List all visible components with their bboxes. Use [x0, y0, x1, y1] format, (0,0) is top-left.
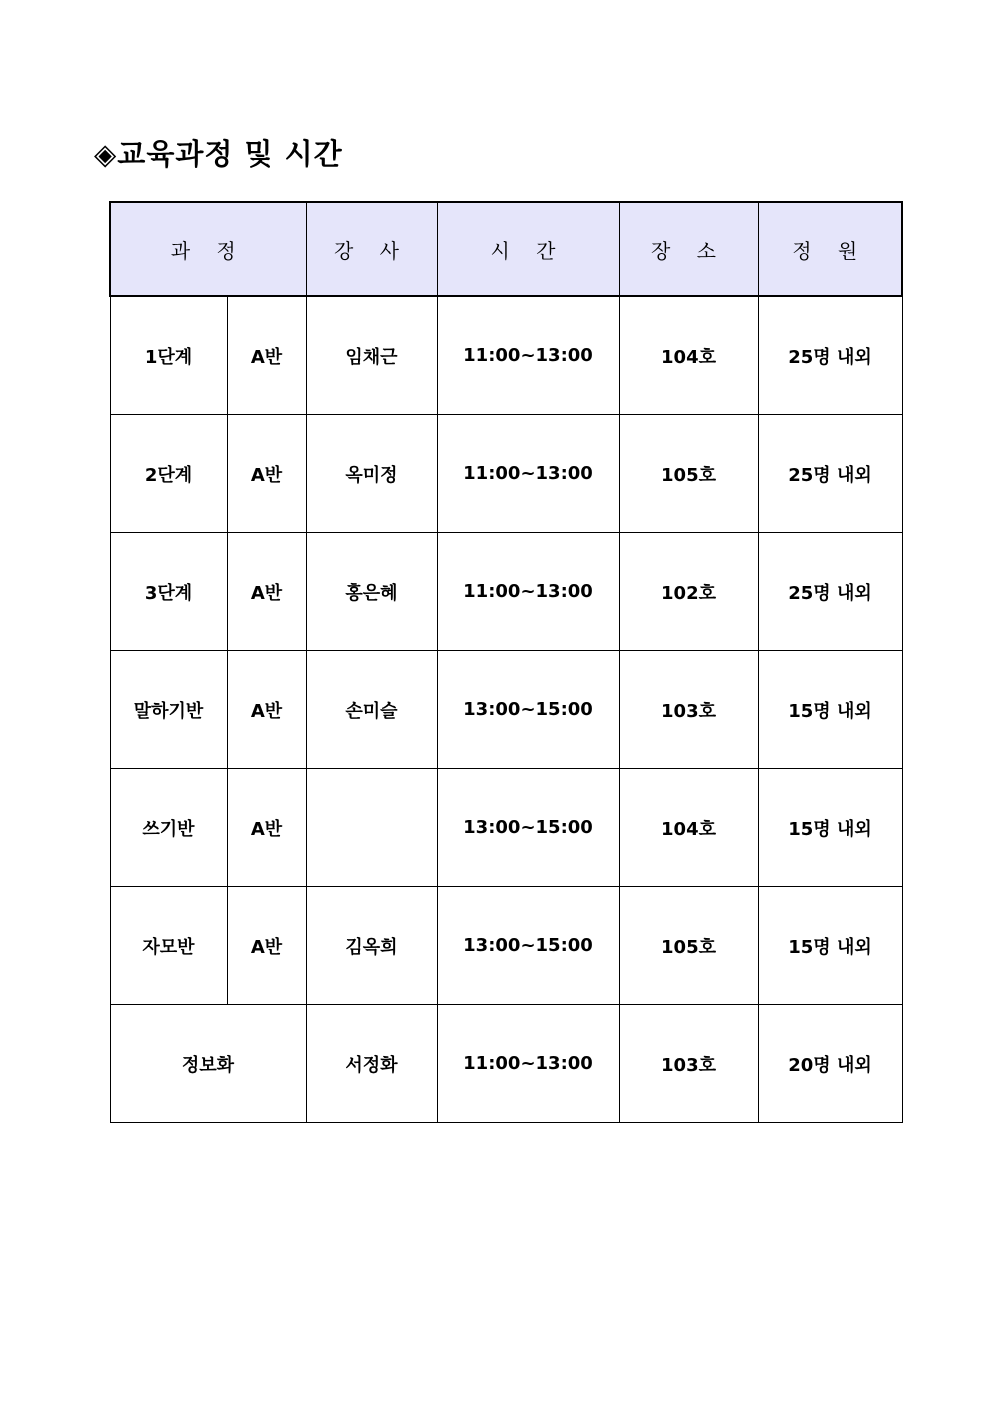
place-cell: 104호 — [619, 296, 758, 415]
capacity-cell: 15명 내외 — [758, 769, 902, 887]
table-row — [110, 651, 902, 769]
capacity-cell: 15명 내외 — [758, 887, 902, 1005]
header-place: 장 소 — [619, 202, 758, 296]
capacity-cell: 15명 내외 — [758, 651, 902, 769]
teacher-cell: 옥미정 — [306, 415, 437, 533]
course-cell: 말하기반 — [110, 651, 227, 769]
table-row — [110, 533, 902, 651]
course-cell: 3단계 — [110, 533, 227, 651]
course-cell: 2단계 — [110, 415, 227, 533]
time-cell: 13:00~15:00 — [437, 769, 619, 887]
header-time: 시 간 — [437, 202, 619, 296]
teacher-cell: 손미슬 — [306, 651, 437, 769]
teacher-cell: 서정화 — [306, 1005, 437, 1123]
header-capacity: 정 원 — [758, 202, 902, 296]
place-cell: 104호 — [619, 769, 758, 887]
time-cell: 11:00~13:00 — [437, 296, 619, 415]
header-course: 과 정 — [110, 202, 306, 296]
class-cell: A반 — [227, 296, 306, 415]
table-row — [110, 1005, 902, 1123]
course-schedule-table — [109, 201, 903, 1123]
time-cell: 11:00~13:00 — [437, 533, 619, 651]
table-row — [110, 415, 902, 533]
class-cell: A반 — [227, 415, 306, 533]
time-cell: 13:00~15:00 — [437, 651, 619, 769]
capacity-cell: 20명 내외 — [758, 1005, 902, 1123]
time-cell: 13:00~15:00 — [437, 887, 619, 1005]
teacher-cell: 김옥희 — [306, 887, 437, 1005]
class-cell: A반 — [227, 533, 306, 651]
place-cell: 102호 — [619, 533, 758, 651]
table-header-row — [110, 202, 902, 296]
capacity-cell: 25명 내외 — [758, 296, 902, 415]
course-cell: 1단계 — [110, 296, 227, 415]
place-cell: 103호 — [619, 1005, 758, 1123]
teacher-cell: 임채근 — [306, 296, 437, 415]
table-row — [110, 769, 902, 887]
table-row — [110, 887, 902, 1005]
place-cell: 105호 — [619, 415, 758, 533]
time-cell: 11:00~13:00 — [437, 1005, 619, 1123]
time-cell: 11:00~13:00 — [437, 415, 619, 533]
course-cell: 정보화 — [110, 1005, 306, 1123]
class-cell: A반 — [227, 769, 306, 887]
header-teacher: 강 사 — [306, 202, 437, 296]
place-cell: 105호 — [619, 887, 758, 1005]
course-cell: 자모반 — [110, 887, 227, 1005]
table-row — [110, 296, 902, 415]
teacher-cell: 홍은혜 — [306, 533, 437, 651]
capacity-cell: 25명 내외 — [758, 415, 902, 533]
class-cell: A반 — [227, 651, 306, 769]
class-cell: A반 — [227, 887, 306, 1005]
course-cell: 쓰기반 — [110, 769, 227, 887]
capacity-cell: 25명 내외 — [758, 533, 902, 651]
page-title: ◈교육과정 및 시간 — [94, 137, 343, 171]
teacher-cell — [306, 769, 437, 887]
place-cell: 103호 — [619, 651, 758, 769]
